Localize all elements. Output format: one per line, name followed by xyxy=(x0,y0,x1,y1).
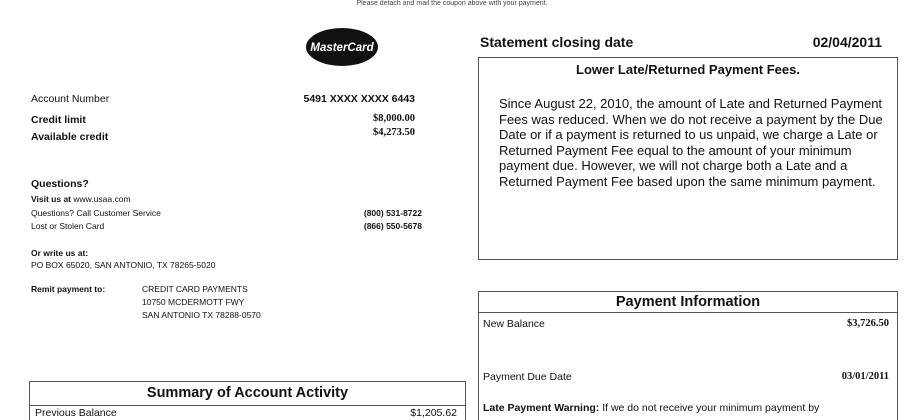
payment-info-divider xyxy=(479,312,897,313)
detach-instructions: Please detach and mail the coupon above with your payment. xyxy=(356,0,548,7)
fees-notice-title: Lower Late/Returned Payment Fees. xyxy=(576,62,800,77)
due-date-value: 03/01/2011 xyxy=(841,371,889,382)
previous-balance-value: $1,205.62 xyxy=(410,407,457,419)
mastercard-logo-icon xyxy=(305,27,379,67)
customer-service-label: Questions? Call Customer Service xyxy=(31,208,161,218)
new-balance-label: New Balance xyxy=(483,318,545,330)
payment-info-title: Payment Information xyxy=(615,294,761,310)
remit-label: Remit payment to: xyxy=(31,284,106,294)
account-number-value: 5491 XXXX XXXX 6443 xyxy=(303,93,415,105)
summary-title: Summary of Account Activity xyxy=(146,385,349,401)
late-warning-label: Late Payment Warning: xyxy=(483,402,600,414)
write-us-heading: Or write us at: xyxy=(31,248,89,258)
credit-limit-value: $8,000.00 xyxy=(373,113,415,124)
write-us-address: PO BOX 65020, SAN ANTONIO, TX 78265-5020 xyxy=(31,260,216,270)
customer-service-phone: (800) 531-8722 xyxy=(363,208,422,218)
lost-card-label: Lost or Stolen Card xyxy=(31,221,105,231)
payment-info-box xyxy=(478,291,898,420)
visit-us-prefix: Visit us at xyxy=(31,194,71,204)
remit-line-3: SAN ANTONIO TX 78288-0570 xyxy=(142,310,261,320)
available-credit-value: $4,273.50 xyxy=(373,127,415,138)
remit-line-1: CREDIT CARD PAYMENTS xyxy=(142,284,248,294)
previous-balance-label: Previous Balance xyxy=(35,407,117,419)
visit-us-link[interactable]: www.usaa.com xyxy=(73,194,131,204)
mastercard-logo-text: MasterCard xyxy=(310,42,374,54)
mastercard-logo xyxy=(305,27,379,67)
new-balance-value: $3,726.50 xyxy=(847,318,889,329)
summary-box xyxy=(29,381,466,420)
visit-us-line xyxy=(31,194,131,204)
summary-divider xyxy=(30,405,465,406)
available-credit-label: Available credit xyxy=(31,131,109,143)
fees-notice-box xyxy=(478,57,898,260)
late-warning-line xyxy=(483,402,819,414)
fees-notice-body: Since August 22, 2010, the amount of Late and Returned Payment Fees was reduced. When we do not receive a payment by the Due Date or if a payment is returned to us unpaid, we charge a Late or Returned Payment Fee equal to the amount of your minimum payment due. However, we will not charge both a Late and a Returned Payment Fee based upon the same minimum payment. xyxy=(499,96,883,189)
due-date-label: Payment Due Date xyxy=(483,371,572,383)
remit-line-2: 10750 MCDERMOTT FWY xyxy=(142,297,245,307)
late-warning-text: If we do not receive your minimum payment by xyxy=(602,402,820,414)
statement-closing-date: 02/04/2011 xyxy=(812,34,882,50)
statement-closing-label: Statement closing date xyxy=(480,34,634,50)
lost-card-phone: (866) 550-5678 xyxy=(363,221,422,231)
credit-limit-label: Credit limit xyxy=(31,114,86,126)
questions-heading: Questions? xyxy=(31,178,89,190)
account-number-label: Account Number xyxy=(31,93,110,105)
